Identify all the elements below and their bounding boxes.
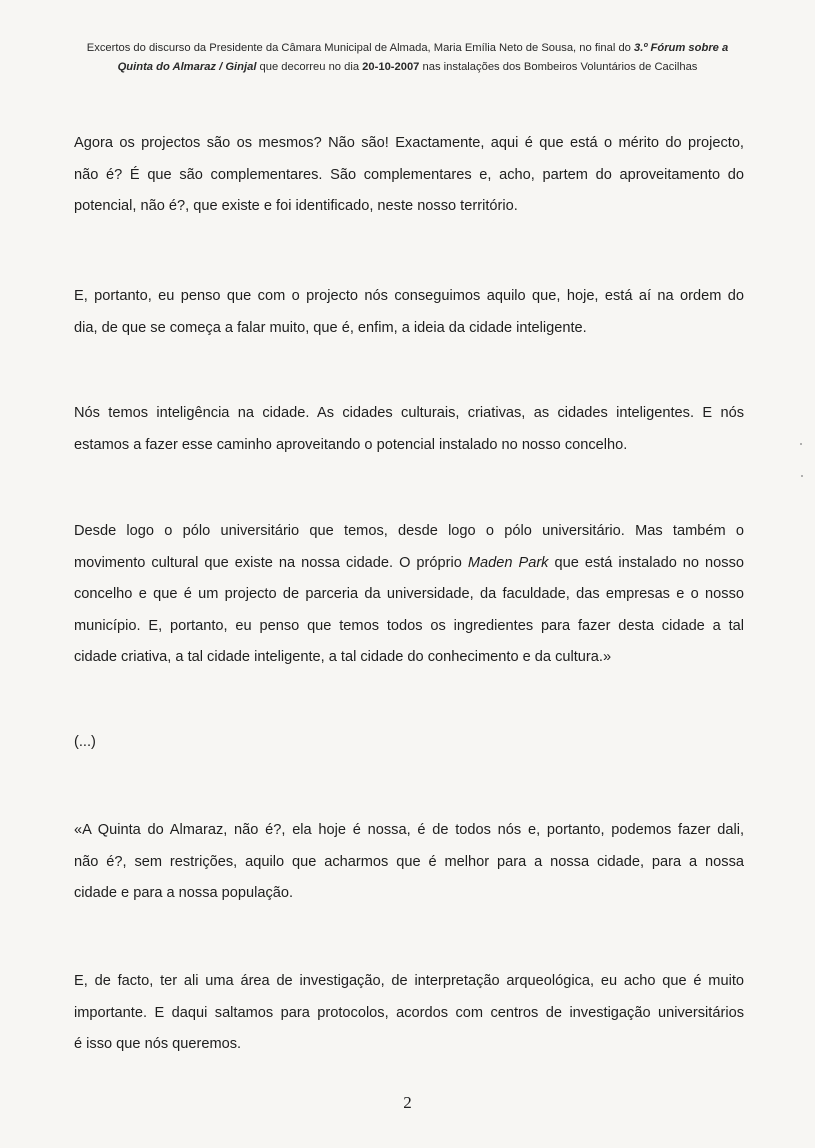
paragraph-line	[74, 548, 744, 580]
paragraph-text: que está instalado no nosso	[548, 554, 744, 571]
paragraph-line: não é?, sem restrições, aquilo que acharmos que é melhor para a nossa cidade, para a nossa	[74, 853, 744, 870]
document-header	[40, 39, 775, 77]
paragraph-line: não é? É que são complementares. São complementares e, acho, partem do aproveitamento do	[74, 166, 744, 183]
header-text: nas instalações dos Bombeiros Voluntários de Cacilhas	[419, 61, 698, 73]
paragraph-5	[74, 815, 744, 910]
paragraph-line: Agora os projectos são os mesmos? Não são! Exactamente, aqui é que está o mérito do projecto,	[74, 135, 744, 151]
paragraph-line: Desde logo o pólo universitário que temos, desde logo o pólo universitário. Mas também o	[74, 523, 744, 539]
paragraph-text: movimento cultural que existe na nossa cidade. O próprio	[74, 554, 468, 571]
paragraph-6	[74, 966, 744, 1061]
header-text: Excertos do discurso da Presidente da Câmara Municipal de Almada, Maria Emília Neto de Sousa, no final do	[86, 42, 634, 54]
ellipsis-text: (...)	[74, 734, 96, 750]
paragraph-line: E, de facto, ter ali uma área de investigação, de interpretação arqueológica, eu acho que é muito	[74, 973, 744, 989]
paragraph-3	[74, 398, 744, 461]
paragraph-line: estamos a fazer esse caminho aproveitando o potencial instalado no nosso concelho.	[74, 436, 628, 453]
scan-speck	[801, 475, 803, 477]
paragraph-line: dia, de que se começa a falar muito, que é, enfim, a ideia da cidade inteligente.	[74, 319, 587, 336]
maden-park-name: Maden Park	[467, 554, 549, 571]
paragraph-4	[74, 516, 744, 674]
header-place-name: Quinta do Almaraz / Ginjal	[117, 61, 257, 73]
header-line-1	[40, 39, 775, 58]
paragraph-2	[74, 281, 744, 344]
ellipsis-marker	[74, 727, 744, 759]
page-number: 2	[403, 1093, 412, 1112]
paragraph-line: cidade e para a nossa população.	[74, 885, 294, 901]
paragraph-1	[74, 128, 744, 223]
paragraph-line: é isso que nós queremos.	[74, 1036, 242, 1052]
header-date: 20-10-2007	[362, 61, 420, 73]
scan-speck	[800, 443, 802, 445]
header-text: que decorreu no dia	[256, 61, 363, 73]
paragraph-line: município. E, portanto, eu penso que temos todos os ingredientes para fazer desta cidade a tal	[74, 617, 744, 634]
paragraph-line: cidade criativa, a tal cidade inteligente, a tal cidade do conhecimento e da cultura.»	[74, 649, 612, 665]
paragraph-line: E, portanto, eu penso que com o projecto nós conseguimos aquilo que, hoje, está aí na ordem do	[74, 288, 744, 304]
header-line-2	[40, 58, 775, 77]
paragraph-line: Nós temos inteligência na cidade. As cidades culturais, criativas, as cidades inteligentes. E nós	[74, 405, 744, 421]
header-forum-title: 3.º Fórum sobre a	[634, 42, 729, 54]
paragraph-line: «A Quinta do Almaraz, não é?, ela hoje é nossa, é de todos nós e, portanto, podemos fazer dali,	[74, 822, 744, 838]
paragraph-line: importante. E daqui saltamos para protocolos, acordos com centros de investigação universitários	[74, 1004, 744, 1021]
paragraph-line: concelho e que é um projecto de parceria da universidade, da faculdade, das empresas e o nosso	[74, 586, 744, 602]
paragraph-line: potencial, não é?, que existe e foi identificado, neste nosso território.	[74, 198, 518, 214]
